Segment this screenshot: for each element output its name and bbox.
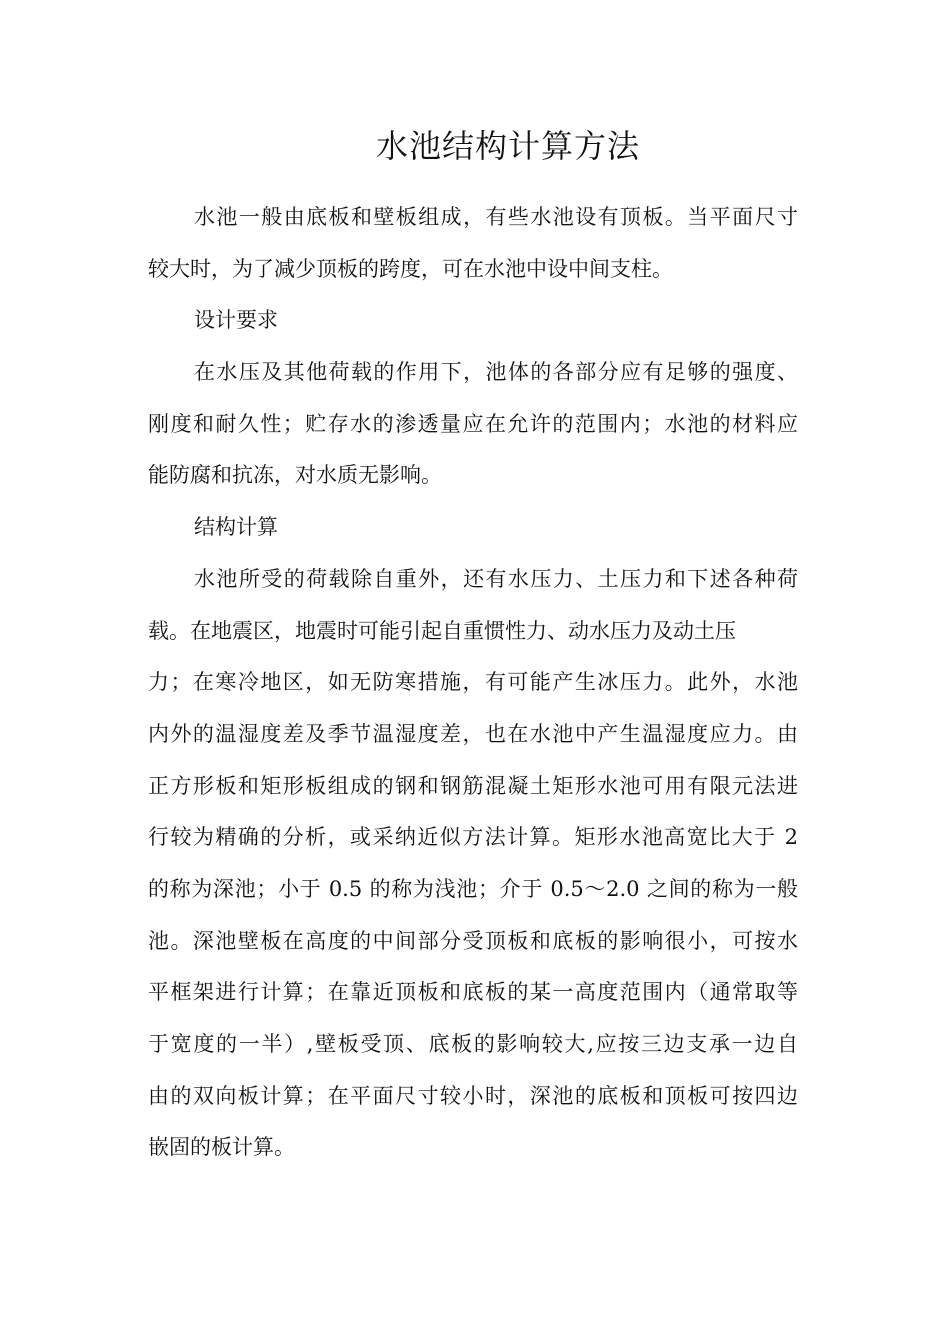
text-line: 力；在寒冷地区，如无防寒措施，有可能产生冰压力。此外，水池 [148,670,798,695]
text-line: 行较为精确的分析，或采纳近似方法计算。矩形水池高宽比大于 2 [148,825,798,850]
text-line: 水池一般由底板和壁板组成，有些水池设有顶板。当平面尺寸 [194,205,798,229]
text-line: 水池所受的荷载除自重外，还有水压力、土压力和下述各种荷 [194,566,798,591]
text-line: 于宽度的一半）,壁板受顶、底板的影响较大,应按三边支承一边自 [148,1032,798,1056]
text-line: 内外的温湿度差及季节温湿度差，也在水池中产生温湿度应力。由 [148,721,798,746]
text-line: 刚度和耐久性；贮存水的渗透量应在允许的范围内；水池的材料应 [148,411,798,436]
text-line: 池。深池壁板在高度的中间部分受顶板和底板的影响很小，可按水 [148,928,798,953]
text-line: 载。在地震区，地震时可能引起自重惯性力、动水压力及动土压 [148,618,736,643]
document-body [148,192,798,1174]
text-line: 由的双向板计算；在平面尺寸较小时，深池的底板和顶板可按四边 [148,1083,798,1108]
section-heading-structural-calculation: 结构计算 [194,515,278,540]
text-line: 的称为深池；小于 0.5 的称为浅池；介于 0.5～2.0 之间的称为一般 [148,876,798,901]
text-line: 较大时，为了减少顶板的跨度，可在水池中设中间支柱。 [148,256,673,281]
text-line: 在水压及其他荷载的作用下，池体的各部分应有足够的强度、 [194,360,798,385]
text-line: 平框架进行计算；在靠近顶板和底板的某一高度范围内（通常取等 [148,980,798,1005]
text-line: 能防腐和抗冻，对水质无影响。 [148,463,442,488]
text-line: 正方形板和矩形板组成的钢和钢筋混凝土矩形水池可用有限元法进 [148,773,798,798]
section-heading-design-requirements: 设计要求 [194,308,278,333]
text-line: 嵌固的板计算。 [148,1135,295,1160]
document-title: 水池结构计算方法 [375,127,640,165]
